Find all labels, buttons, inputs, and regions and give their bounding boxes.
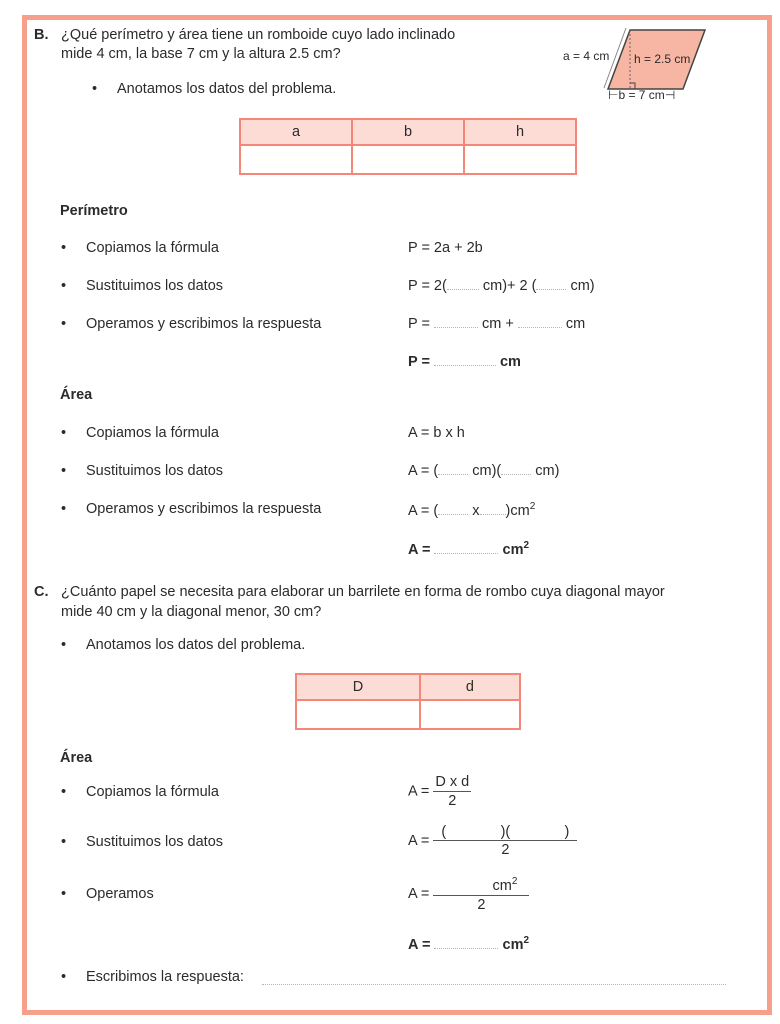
area-c-result: $A = cm^2$	[408, 935, 530, 953]
perimeter-title: Perímetro	[60, 203, 128, 219]
perimeter-result: P = cm	[408, 354, 521, 370]
figure-label-h: h = 2.5 cm	[634, 52, 691, 66]
perimeter-step-2-label: • Sustituimos los datos	[86, 278, 223, 294]
perimeter-step-3-formula: P = cm + cm	[408, 316, 586, 332]
perimeter-step-1-label: • Copiamos la fórmula	[86, 240, 219, 256]
area-c-step-2-label: • Sustituimos los datos	[86, 834, 223, 850]
problem-b-data-table	[239, 118, 577, 175]
area-b-step-3-formula: A = ( x )$cm^2$	[408, 501, 536, 519]
answer-label: • Escribimos la respuesta:	[86, 969, 244, 985]
figure-label-a: a = 4 cm	[563, 49, 610, 63]
blank-field[interactable]	[518, 316, 562, 328]
area-b-step-3-label: • Operamos y escribimos la respuesta	[86, 501, 321, 517]
problem-c-question-line2: mide 40 cm y la diagonal menor, 30 cm?	[61, 604, 322, 620]
table-header-a: a	[240, 119, 352, 145]
table-header-h: h	[464, 119, 576, 145]
table-header-b: b	[352, 119, 464, 145]
problem-b-letter: B.	[34, 27, 49, 43]
problem-b-question-line1: ¿Qué perímetro y área tiene un romboide cuyo lado inclinado	[61, 27, 456, 43]
table-input-b[interactable]	[352, 145, 464, 174]
perimeter-step-2-formula: P = 2( cm)+ 2 ( cm)	[408, 278, 595, 294]
problem-c-question-line1: ¿Cuánto papel se necesita para elaborar un barrilete en forma de rombo cuya diagonal mayor	[61, 584, 665, 600]
blank-field[interactable]	[434, 316, 478, 328]
area-c-step-2-formula: A = ( )( ) 2	[408, 824, 577, 858]
problem-b-step-data: • Anotamos los datos del problema.	[117, 81, 336, 97]
problem-c-step-data: • Anotamos los datos del problema.	[86, 637, 305, 653]
area-b-title: Área	[60, 387, 93, 403]
area-b-step-2-label: • Sustituimos los datos	[86, 463, 223, 479]
area-b-step-1-label: • Copiamos la fórmula	[86, 425, 219, 441]
area-c-step-1-formula: A = $\frac{\text{D x d}}{2}$	[408, 774, 470, 809]
problem-c-data-table	[295, 673, 521, 730]
perimeter-step-3-label: • Operamos y escribimos la respuesta	[86, 316, 321, 332]
figure-label-b: ⊢b = 7 cm⊣	[608, 88, 676, 102]
area-c-step-3-formula: A = $\frac{cm^2}{2}$	[408, 876, 529, 913]
problem-b-question-line2: mide 4 cm, la base 7 cm y la altura 2.5 cm?	[61, 46, 341, 62]
answer-input-line[interactable]	[262, 984, 726, 985]
perimeter-step-1-formula: P = 2a + 2b	[408, 240, 483, 256]
blank-field[interactable]	[438, 463, 468, 475]
blank-field[interactable]	[434, 354, 496, 366]
table-input-d[interactable]	[420, 700, 520, 729]
table-input-D[interactable]	[296, 700, 420, 729]
blank-field[interactable]	[480, 503, 506, 515]
area-b-step-1-formula: A = b x h	[408, 425, 465, 441]
area-b-step-2-formula: A = ( cm)( cm)	[408, 463, 560, 479]
blank-field[interactable]	[438, 503, 468, 515]
area-c-title: Área	[60, 750, 93, 766]
blank-field[interactable]	[434, 542, 498, 554]
table-header-D: D	[296, 674, 420, 700]
area-c-step-1-label: • Copiamos la fórmula	[86, 784, 219, 800]
problem-c-letter: C.	[34, 584, 49, 600]
table-input-h[interactable]	[464, 145, 576, 174]
blank-field[interactable]	[447, 278, 479, 290]
table-input-a[interactable]	[240, 145, 352, 174]
blank-field[interactable]	[501, 463, 531, 475]
blank-field[interactable]	[536, 278, 566, 290]
area-b-result: $A = cm^2$	[408, 540, 530, 558]
blank-field[interactable]	[434, 937, 498, 949]
area-c-step-3-label: • Operamos	[86, 886, 154, 902]
table-header-d: d	[420, 674, 520, 700]
